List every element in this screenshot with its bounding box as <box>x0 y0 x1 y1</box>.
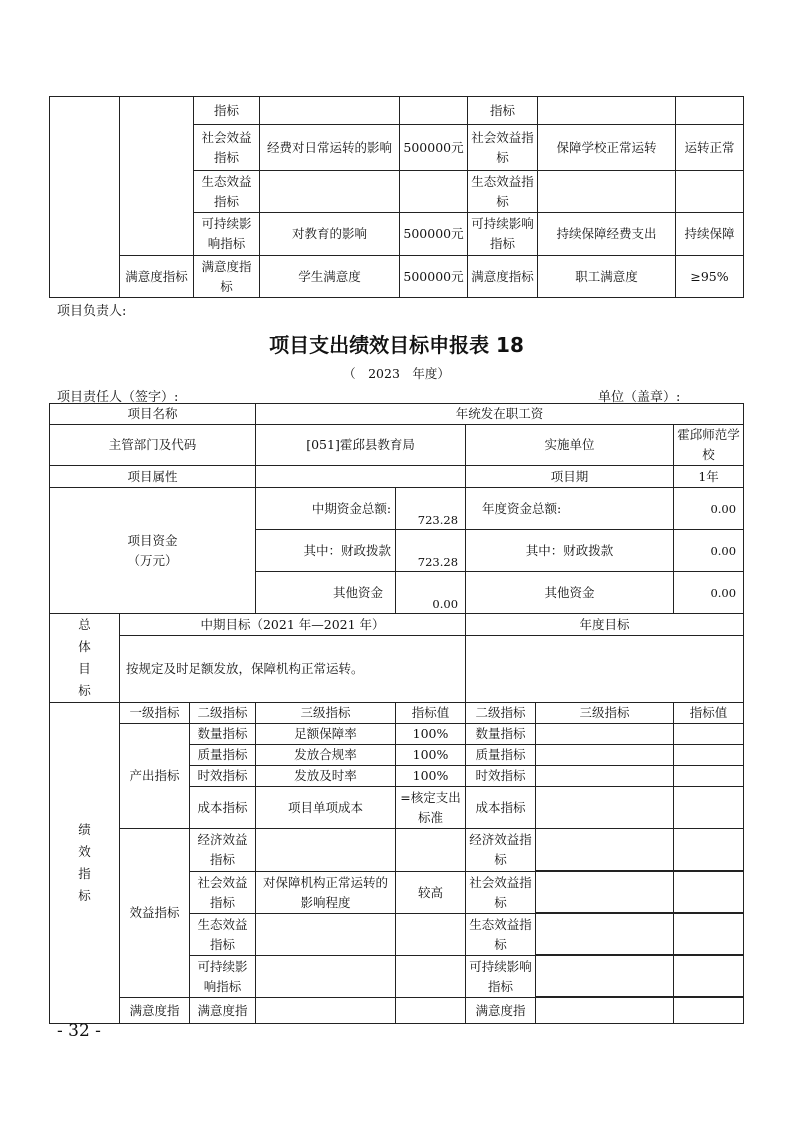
cell: 学生满意度 <box>260 256 400 298</box>
table-row-l3: 发放合规率 <box>256 745 396 766</box>
empty-cell <box>674 724 744 745</box>
header-l3: 三级指标 <box>256 703 396 724</box>
empty-cell <box>536 745 674 766</box>
table-row-l2b: 社会效益指标 <box>466 872 536 914</box>
mid-total-value: 723.28 <box>396 488 466 530</box>
page-number: - 32 - <box>57 1021 101 1041</box>
funds-label-text: 项目资金（万元） <box>127 532 178 568</box>
table-row-l2: 可持续影响指标 <box>190 956 256 998</box>
cell: 经费对日常运转的影响 <box>260 125 400 171</box>
attr-value <box>256 466 466 488</box>
annual-other-label: 其他资金 <box>466 572 674 614</box>
header-l2b: 二级指标 <box>466 703 536 724</box>
impl-label: 实施单位 <box>466 425 674 466</box>
table-row-l2: 数量指标 <box>190 724 256 745</box>
table-row-l2b: 成本指标 <box>466 787 536 829</box>
empty-cell <box>536 724 674 745</box>
table-row-l3 <box>256 998 396 1024</box>
cell: 持续保障经费支出 <box>538 213 676 256</box>
cell <box>260 97 400 125</box>
cell: 500000元 <box>400 256 468 298</box>
dept-value: [051]霍邱县教育局 <box>256 425 466 466</box>
empty-cell <box>536 787 674 829</box>
cell: 500000元 <box>400 213 468 256</box>
cell: 生态效益指标 <box>468 171 538 213</box>
table-row-value <box>396 914 466 956</box>
table-row-l2: 生态效益指标 <box>190 914 256 956</box>
empty-cell <box>536 998 674 1024</box>
table-row-l2: 社会效益指标 <box>190 872 256 914</box>
year-line: （ 2023 年度） <box>343 366 450 381</box>
table-row-value <box>396 998 466 1024</box>
table-row-l2b: 满意度指 <box>466 998 536 1024</box>
annual-goal-text <box>466 636 744 703</box>
cell: 指标 <box>194 97 260 125</box>
header-value: 指标值 <box>396 703 466 724</box>
empty-cell <box>536 914 674 955</box>
cell <box>400 97 468 125</box>
table-row-l3 <box>256 914 396 956</box>
annual-fiscal-label: 其中：财政拨款 <box>466 530 674 572</box>
empty-cell <box>674 914 744 955</box>
unit-label: 单位（盖章）: <box>598 390 681 405</box>
empty-cell <box>536 829 674 871</box>
cell: 500000元 <box>400 125 468 171</box>
empty-cell <box>674 829 744 871</box>
table-row-l2b: 可持续影响指标 <box>466 956 536 998</box>
impl-unit: 霍邱师范学校 <box>674 425 744 466</box>
empty-cell <box>674 998 744 1024</box>
form-title: 项目支出绩效目标申报表 18 <box>269 333 524 357</box>
empty-cell <box>120 97 194 256</box>
cell <box>676 97 744 125</box>
project-name-label: 项目名称 <box>50 404 256 425</box>
table-row-value: =核定支出标准 <box>396 787 466 829</box>
table-row-l2: 经济效益指标 <box>190 829 256 872</box>
mid-fiscal-value: 723.28 <box>396 530 466 572</box>
responsible-label: 项目责任人（签字）: <box>57 390 179 405</box>
table-row-value: 100% <box>396 745 466 766</box>
table-row-value: 较高 <box>396 872 466 914</box>
header-l2: 二级指标 <box>190 703 256 724</box>
mid-goal-text: 按规定及时足额发放，保障机构正常运转。 <box>120 636 466 703</box>
empty-cell <box>674 766 744 787</box>
table-row-l2b: 经济效益指标 <box>466 829 536 872</box>
benefit-indicator-label: 效益指标 <box>120 829 190 998</box>
table-row-l2: 满意度指 <box>190 998 256 1024</box>
mid-total-label: 中期资金总额: <box>256 488 396 530</box>
cell: 职工满意度 <box>538 256 676 298</box>
cell: 满意度指标 <box>120 256 194 298</box>
empty-cell <box>536 872 674 913</box>
cell: 指标 <box>468 97 538 125</box>
header-l3b: 三级指标 <box>536 703 674 724</box>
mid-other-value: 0.00 <box>396 572 466 614</box>
overall-goal-label <box>50 614 120 703</box>
period-value: 1年 <box>674 466 744 488</box>
cell: 满意度指标 <box>194 256 260 298</box>
table-row-l3 <box>256 829 396 872</box>
mid-fiscal-label: 其中：财政拨款 <box>256 530 396 572</box>
header-l1: 一级指标 <box>120 703 190 724</box>
overall-goal-label-text: 总体目标 <box>78 617 91 698</box>
empty-cell <box>674 745 744 766</box>
table-row-value: 100% <box>396 766 466 787</box>
perf-indicator-label <box>50 703 120 1024</box>
annual-fiscal-value: 0.00 <box>674 530 744 572</box>
attr-label: 项目属性 <box>50 466 256 488</box>
empty-cell <box>674 956 744 997</box>
table-row-value <box>396 956 466 998</box>
annual-goal-header: 年度目标 <box>466 614 744 636</box>
funds-label <box>50 488 256 614</box>
table-row-l3: 足额保障率 <box>256 724 396 745</box>
cell: 社会效益指标 <box>194 125 260 171</box>
table-row-value <box>396 829 466 872</box>
cell: 保障学校正常运转 <box>538 125 676 171</box>
table-row-l2b: 生态效益指标 <box>466 914 536 956</box>
satisfaction-indicator-label: 满意度指 <box>120 998 190 1024</box>
table-row-l2: 质量指标 <box>190 745 256 766</box>
header-valueb: 指标值 <box>674 703 744 724</box>
cell: 社会效益指标 <box>468 125 538 171</box>
mid-goal-header: 中期目标（2021 年—2021 年） <box>120 614 466 636</box>
cell <box>538 171 676 213</box>
empty-cell <box>674 872 744 913</box>
annual-total-value: 0.00 <box>674 488 744 530</box>
cell: 可持续影响指标 <box>194 213 260 256</box>
empty-cell <box>536 956 674 997</box>
empty-cell <box>536 766 674 787</box>
dept-label: 主管部门及代码 <box>50 425 256 466</box>
cell: ≥95% <box>676 256 744 298</box>
cell <box>676 171 744 213</box>
table-row-l2b: 时效指标 <box>466 766 536 787</box>
table-row-l2: 时效指标 <box>190 766 256 787</box>
cell: 运转正常 <box>676 125 744 171</box>
empty-cell <box>674 787 744 829</box>
cell: 对教育的影响 <box>260 213 400 256</box>
annual-total-label: 年度资金总额: <box>466 488 674 530</box>
table-row-l3: 项目单项成本 <box>256 787 396 829</box>
mid-other-label: 其他资金 <box>256 572 396 614</box>
table-row-l3: 对保障机构正常运转的影响程度 <box>256 872 396 914</box>
empty-cell <box>50 97 120 298</box>
table-row-l2: 成本指标 <box>190 787 256 829</box>
output-indicator-label: 产出指标 <box>120 724 190 829</box>
cell <box>260 171 400 213</box>
table-row-l3: 发放及时率 <box>256 766 396 787</box>
top-indicator-table <box>49 96 744 298</box>
project-leader-label: 项目负责人: <box>57 304 127 319</box>
table-row-l2b: 数量指标 <box>466 724 536 745</box>
cell: 满意度指标 <box>468 256 538 298</box>
cell: 生态效益指标 <box>194 171 260 213</box>
period-label: 项目期 <box>466 466 674 488</box>
perf-indicator-label-text: 绩效指标 <box>78 822 91 903</box>
cell <box>400 171 468 213</box>
cell <box>538 97 676 125</box>
project-name: 年统发在职工资 <box>256 404 744 425</box>
cell: 可持续影响指标 <box>468 213 538 256</box>
annual-other-value: 0.00 <box>674 572 744 614</box>
table-row-l3 <box>256 956 396 998</box>
table-row-l2b: 质量指标 <box>466 745 536 766</box>
performance-form-table <box>49 403 744 1024</box>
cell: 持续保障 <box>676 213 744 256</box>
table-row-value: 100% <box>396 724 466 745</box>
